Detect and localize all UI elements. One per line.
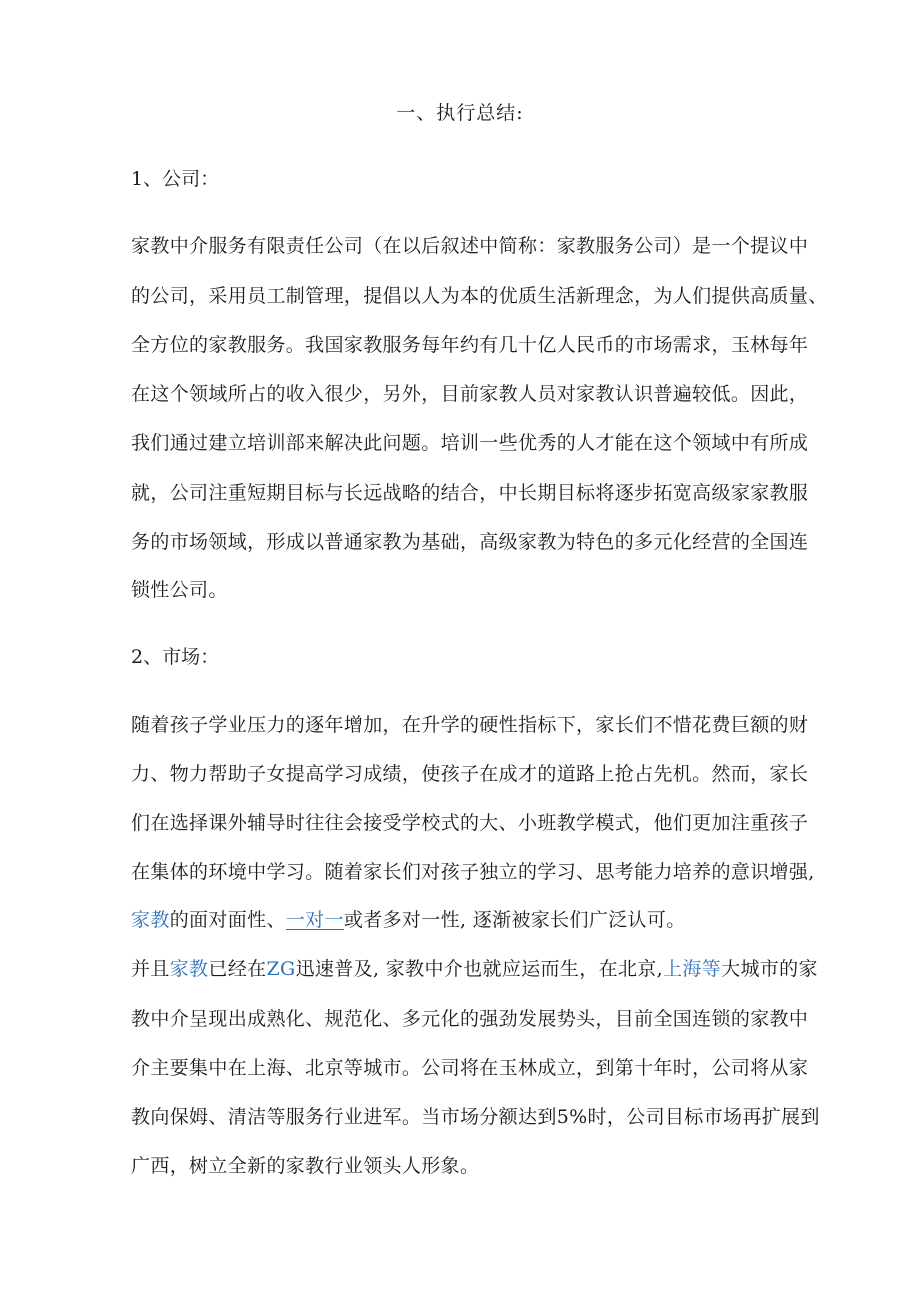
text-run: 或者多对一性, 逐渐被家长们广泛认可。 xyxy=(343,909,686,931)
market-paragraph-line: 教向保姆、清洁等服务行业进军。当市场分额达到5%时，公司目标市场再扩展到 xyxy=(131,1106,820,1128)
company-paragraph-line: 就，公司注重短期目标与长远战略的结合，中长期目标将逐步拓宽高级家家教服 xyxy=(131,482,809,504)
market-paragraph-line xyxy=(131,905,686,935)
section-heading-company: 1、公司： xyxy=(131,168,220,190)
market-paragraph-line: 介主要集中在上海、北京等城市。公司将在玉林成立，到第十年时，公司将从家 xyxy=(131,1057,809,1079)
text-run: 已经在 xyxy=(208,958,267,980)
company-paragraph-line: 我们通过建立培训部来解决此问题。培训一些优秀的人才能在这个领域中有所成 xyxy=(131,432,809,454)
market-paragraph-line: 广西，树立全新的家教行业领头人形象。 xyxy=(131,1155,480,1177)
market-paragraph-line: 力、物力帮助子女提高学习成绩，使孩子在成才的道路上抢占先机。然而，家长 xyxy=(131,763,809,785)
document-title: 一、执行总结: xyxy=(396,102,524,124)
link-jiajiao[interactable]: 家教 xyxy=(131,909,170,931)
market-paragraph-line: 随着孩子学业压力的逐年增加，在升学的硬性指标下，家长们不惜花费巨额的财 xyxy=(131,714,809,736)
market-paragraph-line xyxy=(131,954,818,984)
text-run: 迅速普及, 家教中介也就应运而生，在北京, xyxy=(295,958,664,980)
company-paragraph-line: 锁性公司。 xyxy=(131,579,228,601)
text-run: 大城市的家 xyxy=(721,958,818,980)
link-zg[interactable]: ZG xyxy=(266,958,296,980)
section-heading-market: 2、市场： xyxy=(131,646,220,668)
text-run: 并且 xyxy=(131,958,170,980)
market-paragraph-line: 们在选择课外辅导时往往会接受学校式的大、小班教学模式，他们更加注重孩子 xyxy=(131,812,809,834)
link-shanghai[interactable]: 上海等 xyxy=(663,958,722,980)
market-paragraph-line: 在集体的环境中学习。随着家长们对孩子独立的学习、思考能力培养的意识增强, xyxy=(131,861,815,883)
link-jiajiao[interactable]: 家教 xyxy=(169,958,209,980)
company-paragraph-line: 全方位的家教服务。我国家教服务每年约有几十亿人民币的市场需求，玉林每年 xyxy=(131,334,809,356)
company-paragraph-line: 务的市场领域，形成以普通家教为基础，高级家教为特色的多元化经营的全国连 xyxy=(131,531,809,553)
text-run: 的面对面性、 xyxy=(169,909,286,931)
market-paragraph-line: 教中介呈现出成熟化、规范化、多元化的强劲发展势头，目前全国连锁的家教中 xyxy=(131,1008,809,1030)
link-one-on-one[interactable]: 一对一 xyxy=(285,909,344,931)
company-paragraph-line: 的公司，采用员工制管理，提倡以人为本的优质生活新理念，为人们提供高质量、 xyxy=(131,285,828,307)
company-paragraph-line: 家教中介服务有限责任公司（在以后叙述中简称：家教服务公司）是一个提议中 xyxy=(131,235,809,257)
company-paragraph-line: 在这个领域所占的收入很少，另外，目前家教人员对家教认识普遍较低。因此， xyxy=(131,383,809,405)
